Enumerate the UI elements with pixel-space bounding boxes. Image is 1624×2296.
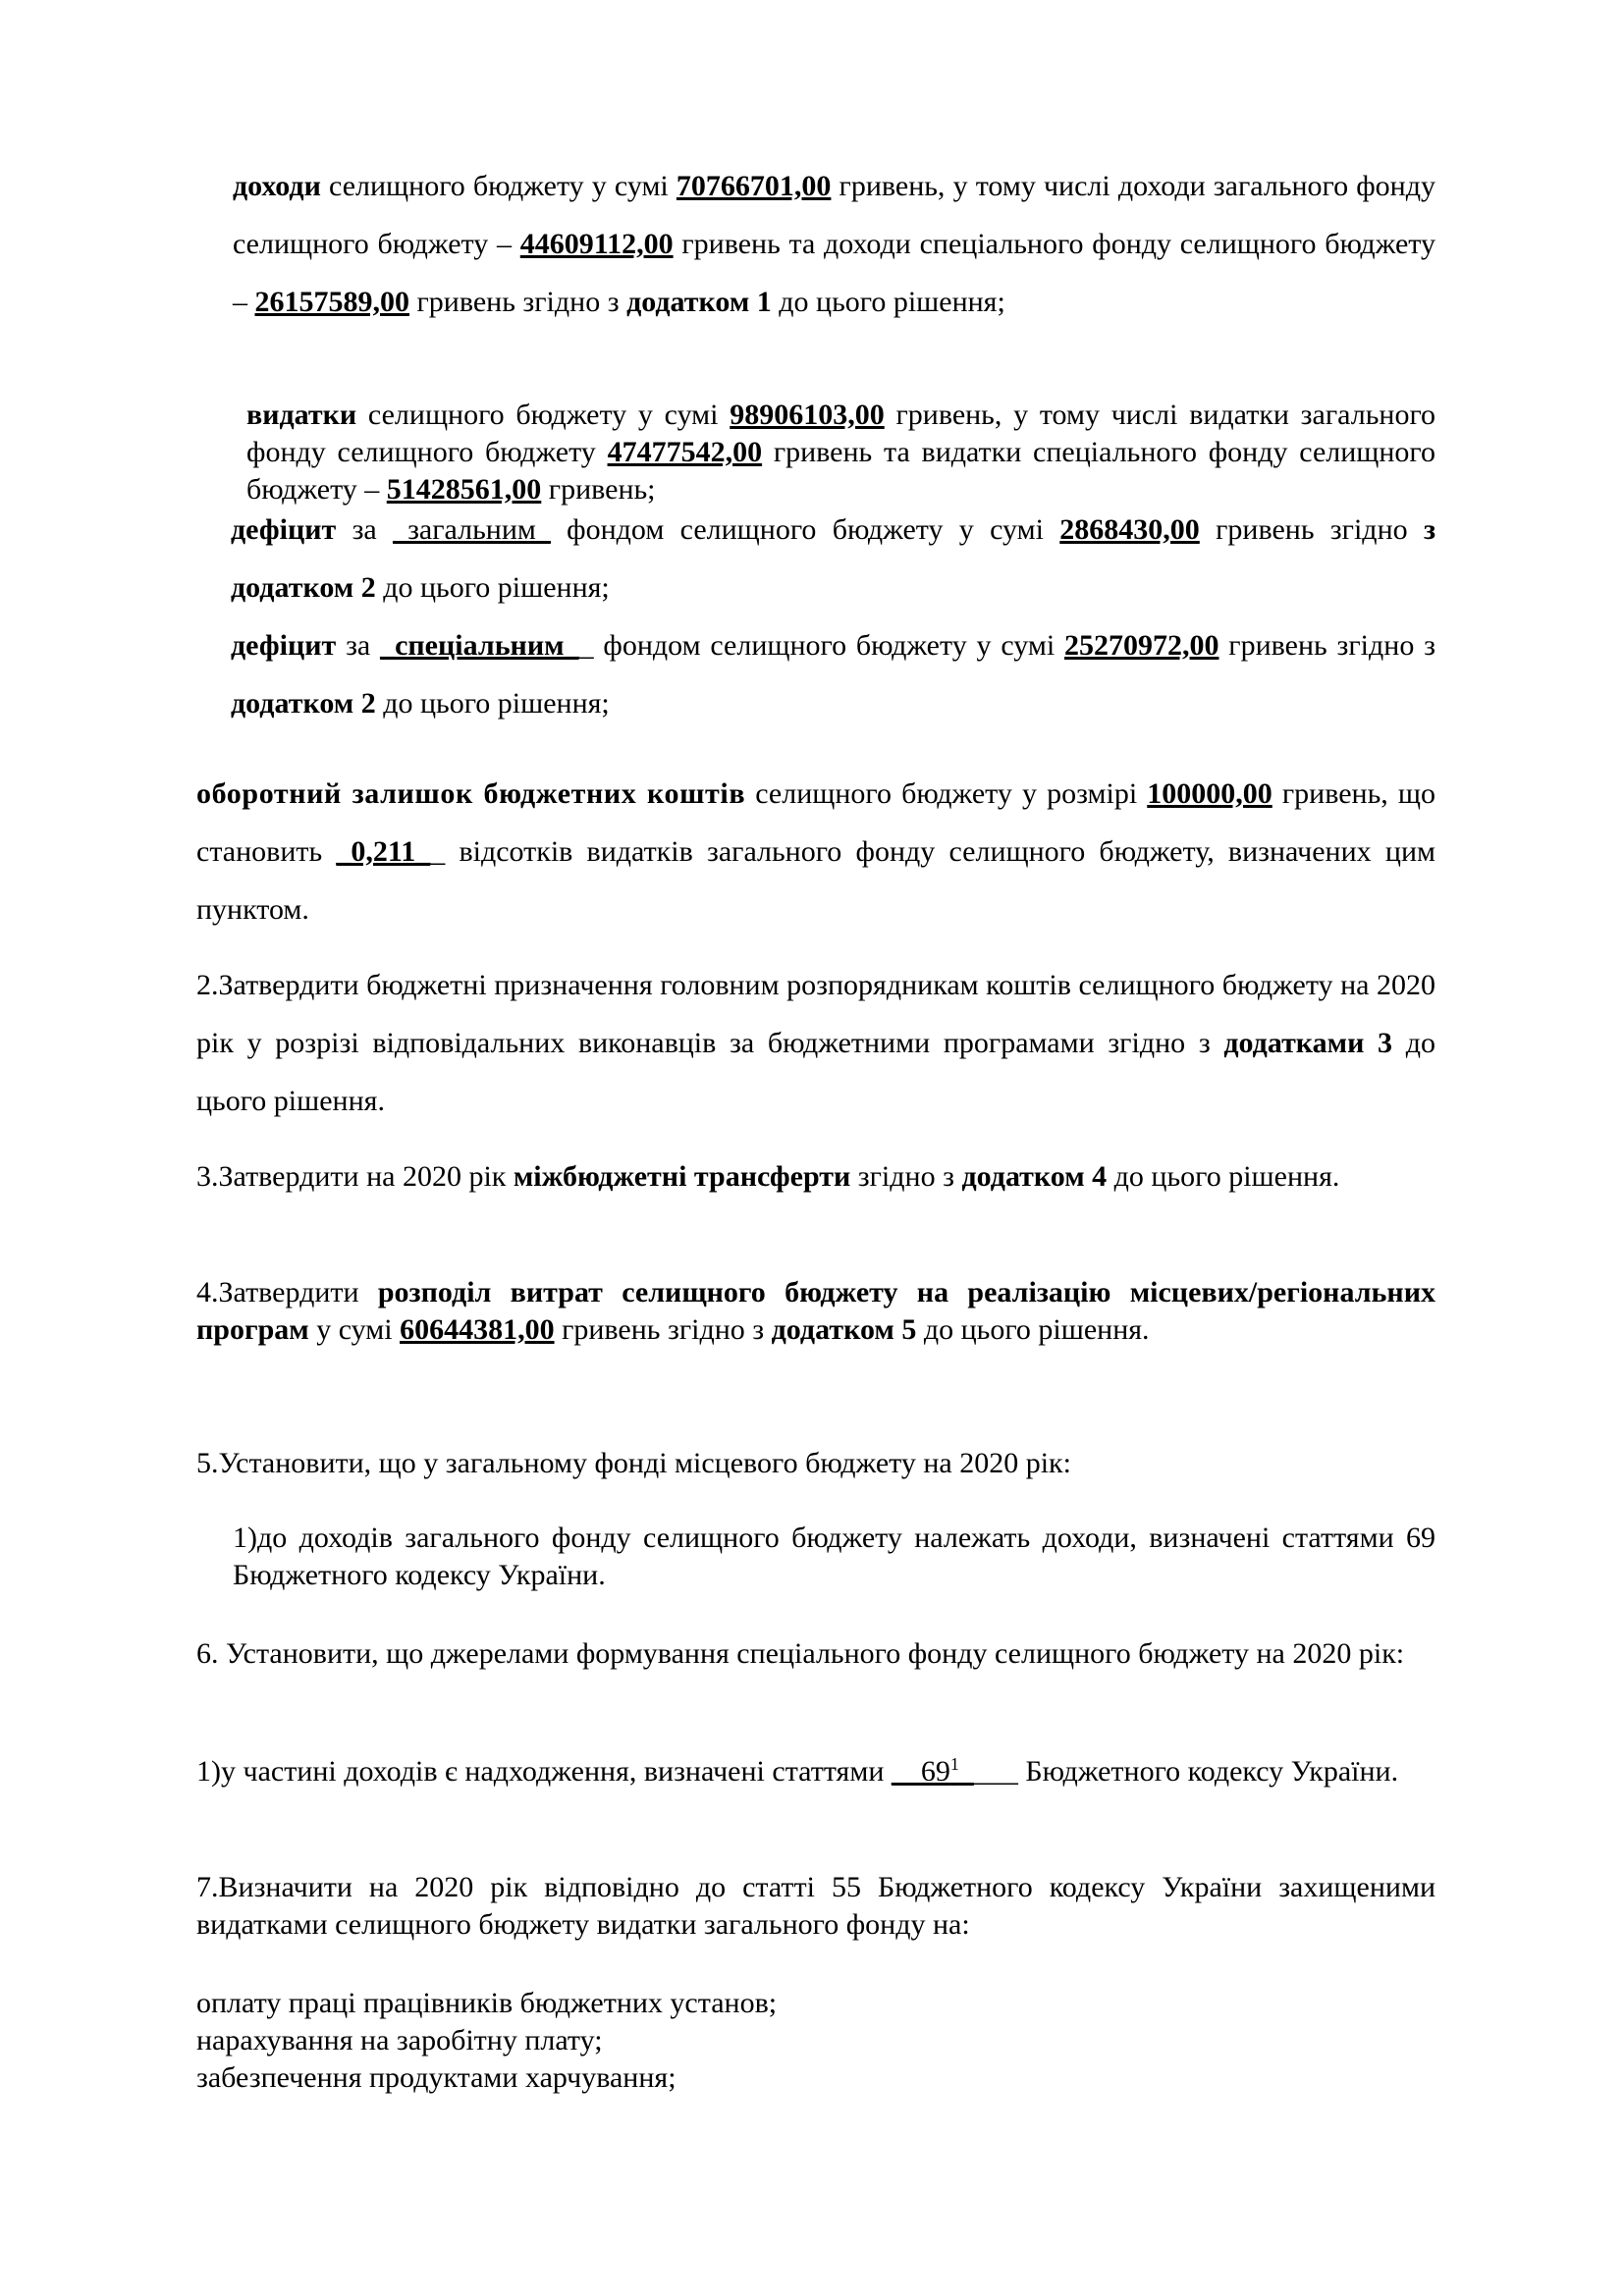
income-general-fund: 44609112,00 [519, 228, 674, 260]
working-balance-amount: 100000,00 [1147, 777, 1272, 810]
deficit-general-fund: _загальним_ [393, 513, 551, 546]
income-paragraph: доходи селищного бюджету у сумі 70766701,00 гривень, у тому числі доходи загального фонду селищного бюджету – 44609112,00 гривень та доходи спеціального фонду селищного бюджету – 26157589,00 гривень згідно з додатком 1 до цього рішення; [233, 170, 1436, 318]
deficit-general-label: дефіцит [231, 513, 337, 546]
working-balance-label: оборотний залишок бюджетних коштів [196, 777, 746, 810]
item-4-paragraph: 4.Затвердити розподіл витрат селищного бюджету на реалізацію місцевих/регіональних програм у сумі 60644381,00 гривень згідно з додатком 5 до цього рішення. [196, 1276, 1435, 1346]
expenses-general-fund: 47477542,00 [607, 436, 763, 468]
item-7-paragraph: 7.Визначити на 2020 рік відповідно до статті 55 Бюджетного кодексу України захищеними видатками селищного бюджету видатки загального фонду на: [196, 1871, 1435, 1941]
deficit-special-amount: 25270972,00 [1063, 629, 1219, 662]
deficit-special-label: дефіцит [231, 629, 337, 662]
deficit-general-amount: 2868430,00 [1059, 513, 1200, 546]
deficit-special-fund: _спеціальним_ [380, 629, 579, 662]
expenses-paragraph: видатки селищного бюджету у сумі 98906103,00 гривень, у тому числі видатки загального фонду селищного бюджету 47477542,00 гривень та видатки спеціального фонду селищного бюджету – 51428561,00 гривень; [246, 399, 1436, 506]
income-total: 70766701,00 [676, 170, 832, 202]
income-label: доходи [233, 170, 321, 202]
item-5-subitem-1: 1)до доходів загального фонду селищного бюджету належать доходи, визначені статтями 69 Бюджетного кодексу України. [233, 1522, 1435, 1591]
expenses-special-fund: 51428561,00 [386, 473, 542, 506]
item-3-paragraph: 3.Затвердити на 2020 рік міжбюджетні трансферти згідно з додатком 4 до цього рішення. [196, 1160, 1340, 1193]
working-balance-paragraph: оборотний залишок бюджетних коштів селищного бюджету у розмірі 100000,00 гривень, що становить _0,211__ відсотків видатків загального фонду селищного бюджету, визначених цим пунктом. [196, 777, 1435, 926]
item-6-subitem-1: 1)у частині доходів є надходження, визначені статтями $\_\_69^1\_\_\_\_$ Бюджетного кодексу України. [196, 1754, 1399, 1788]
item-4-amount: 60644381,00 [400, 1313, 555, 1346]
expenses-total: 98906103,00 [730, 399, 885, 431]
item-3-annex: додатком 4 [961, 1160, 1108, 1193]
list-item: нарахування на заробітну плату; [196, 2024, 603, 2056]
working-balance-percent: _0,211_ [336, 835, 431, 868]
deficit-general-annex: з додатком 2 [231, 513, 1435, 604]
item-2-annex: додатками 3 [1223, 1027, 1393, 1059]
income-special-fund: 26157589,00 [254, 286, 409, 318]
expenses-label: видатки [246, 399, 357, 431]
item-2-paragraph: 2.Затвердити бюджетні призначення головним розпорядникам коштів селищного бюджету на 2020 рік у розрізі відповідальних виконавців за бюджетними програмами згідно з додатками 3 до цього рішення. [196, 969, 1435, 1117]
item-3-bold: міжбюджетні трансферти [513, 1160, 851, 1193]
protected-expenses-list [196, 1985, 1435, 2097]
item-5-paragraph: 5.Установити, що у загальному фонді місцевого бюджету на 2020 рік: [196, 1447, 1071, 1479]
item-4-bold: розподіл витрат селищного бюджету на реалізацію місцевих/регіональних програм [196, 1276, 1435, 1346]
list-item: оплату праці працівників бюджетних установ; [196, 1987, 778, 2019]
deficit-general-paragraph: дефіцит за _загальним_ фондом селищного бюджету у сумі 2868430,00 гривень згідно з додатком 2 до цього рішення; [231, 513, 1435, 604]
income-annex: додатком 1 [626, 286, 772, 318]
item-4-annex: додатком 5 [771, 1313, 917, 1346]
list-item: забезпечення продуктами харчування; [196, 2061, 677, 2094]
deficit-special-annex: додатком 2 [231, 687, 376, 720]
item-6-paragraph: 6. Установити, що джерелами формування спеціального фонду селищного бюджету на 2020 рік: [196, 1637, 1405, 1670]
item-6-article-ref: $\_\_69^1\_$ [891, 1754, 974, 1788]
deficit-special-paragraph: дефіцит за _спеціальним__ фондом селищного бюджету у сумі 25270972,00 гривень згідно з додатком 2 до цього рішення; [231, 629, 1435, 720]
